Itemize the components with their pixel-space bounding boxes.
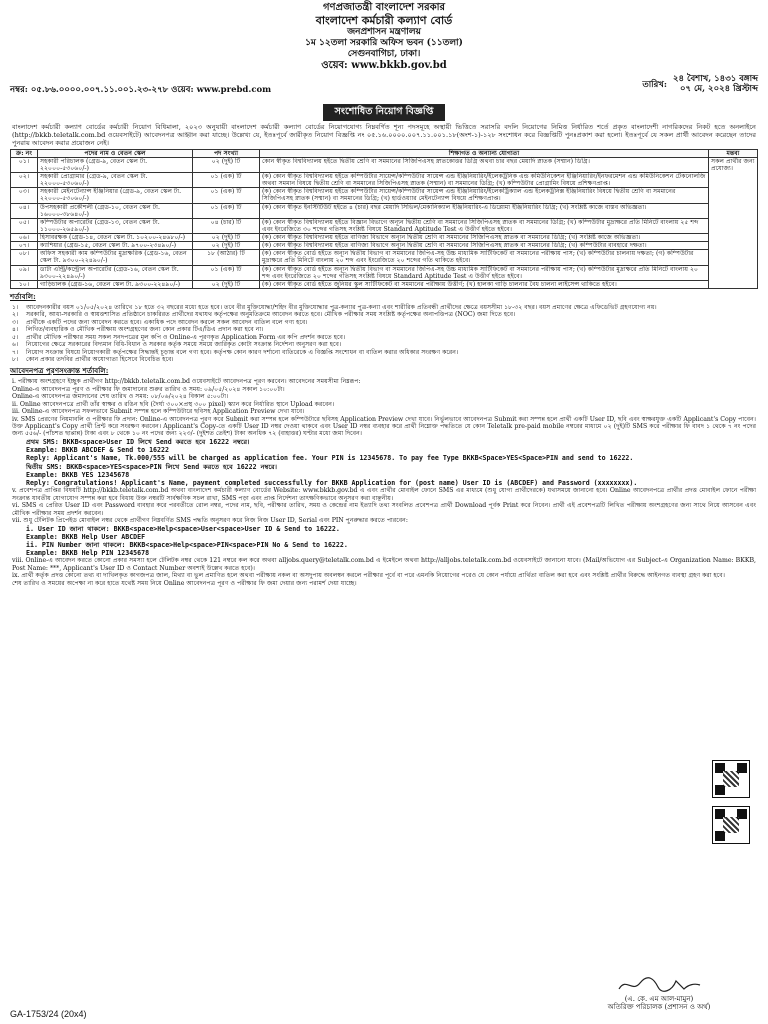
condition-text: নিয়োগ সংক্রান্ত বিষয়ে নিয়োগকারী কর্তৃপক্ষের সিদ্ধান্তই চূড়ান্ত বলে গণ্য হবে। কর্তৃপক্ষ কোন কারণ দর্শানো ব্যতিরেকে এ বিজ্ঞপ্তি সংশোধন বা বাতিল করার অধিকার সংরক্ষণ করেন।: [26, 348, 459, 356]
sms-help-line: Example: BKKB Help PIN 12345678: [26, 549, 150, 558]
condition-item: [12, 341, 756, 348]
qualification-cell: (ক) কোন স্বীকৃত বিশ্ববিদ্যালয় হইতে কম্পিউটার সায়েন্স/কম্পিউটার সায়েন্স এন্ড ইঞ্জিনিয়ারিং/ইলেকট্রিক্যাল এন্ড ইলেকট্রনিক্স ইঞ্জিনিয়ারিং বিষয়ে দ্বিতীয় শ্রেণি বা সমমানের সিজিপিএসহ স্নাতক (সম্মান) বা সমমানের ডিগ্রি; (খ) হার্ডওয়্যার মেইনটেন্যান্স বিষয়ে প্রশিক্ষণপ্রাপ্ত।: [260, 188, 709, 203]
signatory-designation: অতিরিক্ত পরিচালক (প্রশাসন ও অর্থ): [607, 1003, 711, 1012]
condition-number: ৭।: [12, 348, 19, 356]
sms-help-line: i. User ID জানা থাকলে: BKKB<space>Help<space>User<space>User ID & Send to 16222.: [26, 524, 340, 533]
date-bangla: ২৪ বৈশাখ, ১৪৩১ বঙ্গাব্দ: [673, 73, 758, 84]
col-post-count: পদ সংখ্যা: [193, 149, 260, 157]
apply-line: iv. SMS প্রেরণের নিয়মাবলি ও পরীক্ষার ফি প্রদান: Online-এ আবেদনপত্র পূরণ করে Submit করা সম্পন্ন হলে কম্পিউটারে ছবিসহ Application Preview দেখা যাবে। নির্ভুলভাবে আবেদনপত্র Submit করা সম্পন্ন হলে প্রার্থী একটি User ID, ছবি এবং স্বাক্ষরযুক্ত একটি Applicant's Copy পাবেন। উক্ত Applicant's Copy প্রার্থী প্রিন্ট করে সংরক্ষণ করবেন। Applicant's Copy-তে একটি User ID নম্বর দেওয়া থাকবে এবং User ID নম্বর ব্যবহার করে প্রার্থী নিম্নোক্ত পদ্ধতিতে যে কোন Teletalk pre-paid mobile নম্বরের মাধ্যমে ০২ (দুই)টি SMS করে পরীক্ষার ফি বাবদ ১ থেকে ৭ নং পদের জন্য ৫৫৬/- (পাঁচশত ছাপ্পান্ন) টাকা এবং ৮ থেকে ১০ নং পদের জন্য ২২৩/- (দুইশত তেইশ) টাকা অনধিক ৭২ (বাহাত্তর) ঘণ্টার মধ্যে জমা দিবেন।: [12, 415, 756, 438]
condition-text: সরকারি, আধা-সরকারি ও স্বায়ত্তশাসিত প্রতিষ্ঠানে চাকরিরত প্রার্থীদের যথাযথ কর্তৃপক্ষের অনুমতিক্রমে আবেদন করতে হবে। মৌখিক পরীক্ষার সময় সংশ্লিষ্ট কর্তৃপক্ষের অনাপত্তিপত্র (NOC) জমা দিতে হবে।: [26, 311, 516, 319]
post-name-cell: সহকারী পরিচালক (গ্রেড-৯, বেতন স্কেল টা. ২২০০০-৫৩০৬০/-): [38, 157, 193, 172]
col-post-name: পদের নাম ও বেতন স্কেল: [38, 149, 193, 157]
post-count-cell: ০২ (দুই) টি: [193, 234, 260, 242]
table-row: [11, 265, 758, 280]
post-count-cell: ০৪ (চার) টি: [193, 218, 260, 233]
post-name-cell: অফিস সহকারী কাম কম্পিউটার মুদ্রাক্ষরিক (গ্রেড-১৬, বেতন স্কেল টা. ৯৩০০-২২৪৯০/-): [38, 250, 193, 265]
form-number: GA-1753/24 (20x4): [10, 1009, 87, 1019]
office-building: ১ম ১২তলা সরকারি অফিস ভবন (১১তলা): [305, 37, 463, 48]
notice-title-text: সংশোধিত নিয়োগ বিজ্ঞপ্তি: [323, 104, 446, 121]
qualification-cell: (ক) কোন স্বীকৃত বোর্ড হইতে অন্যূন দ্বিতীয় বিভাগ বা সমমানের জিপিএ-সহ উচ্চ মাধ্যমিক সার্টিফিকেট বা সমমানের পরীক্ষায় পাস; (খ) কম্পিউটার মুদ্রাক্ষরে প্রতি মিনিটে বাংলায় ২০ শব্দ এবং ইংরেজিতে ২০ শব্দের গতিসহ সংশ্লিষ্ট বিষয়ে Standard Aptitude Test এ উত্তীর্ণ হইতে হইবে।: [260, 265, 709, 280]
apply-line: iii. Online-এ আবেদনপত্র সফলভাবে Submit সম্পন্ন হলে কম্পিউটারে ছবিসহ Application Preview দেখা যাবে।: [12, 408, 305, 416]
office-location: সেগুনবাগিচা, ঢাকা।: [347, 48, 421, 59]
condition-text: লিখিত/ব্যবহারিক ও মৌখিক পরীক্ষায় অংশগ্রহণের জন্য কোন প্রকার টিএ/ডিএ প্রদান করা হবে না।: [26, 326, 264, 334]
apply-end-instructions: [12, 557, 756, 587]
condition-number: ২।: [12, 311, 19, 319]
post-count-cell: ০২ (দুই) টি: [193, 157, 260, 172]
post-name-cell: ক্যাশিয়ার (গ্রেড-১৫, বেতন স্কেল টা. ৯৭০০-২৩৪৯০/-): [38, 242, 193, 250]
condition-text: প্রার্থীর মৌখিক পরীক্ষার সময় সকল সনদপত্রের মূল কপি ও Online-এ পূরণকৃত Application Form এর কপি প্রদর্শন করতে হবে।: [26, 333, 346, 341]
apply-line: v. প্রবেশপত্র প্রাপ্তির বিষয়টি http://bkkb.teletalk.com.bd অথবা বাংলাদেশ কর্মচারী কল্যাণ বোর্ডের Website: www.bkkb.gov.bd এ এবং প্রার্থীর মোবাইল ফোনে SMS এর মাধ্যমে (শুধু যোগ্য প্রার্থীদেরকে) যথাসময়ে জানানো হবে। Online আবেদনপত্রে প্রার্থীর প্রদত্ত মোবাইল ফোনে পরীক্ষা সংক্রান্ত যাবতীয় যোগাযোগ সম্পন্ন করা হবে বিধায় উক্ত নম্বরটি সার্বক্ষণিক সচল রাখা, SMS পড়া এবং প্রাপ্ত নির্দেশনা তাৎক্ষণিকভাবে অনুসরণ করা বাঞ্ছনীয়।: [12, 487, 756, 502]
qr-code-icon: [712, 806, 750, 844]
qualification-cell: (ক) কোন স্বীকৃত বিশ্ববিদ্যালয় হইতে কম্পিউটার সায়েন্স/কম্পিউটার সায়েন্স এন্ড ইঞ্জিনিয়ারিং/ইলেকট্রনিক এন্ড কমিউনিকেশন ইঞ্জিনিয়ারিং/ইনফরমেশন এন্ড কমিউনিকেশন টেকনোলজি অথবা সমমান বিষয়ে দ্বিতীয় শ্রেণি বা সমমানের সিজিপিএসহ স্নাতক (সম্মান) বা সমমানের ডিগ্রি; (খ) কম্পিউটার প্রোগ্রামিং বিষয়ে প্রশিক্ষণপ্রাপ্ত।: [260, 173, 709, 188]
serial-cell: ১০।: [11, 280, 38, 288]
ministry-name: জনপ্রশাসন মন্ত্রণালয়: [347, 27, 421, 38]
reference-row: [10, 73, 758, 97]
qr-code-icon: [712, 760, 750, 798]
post-count-cell: ০১ (এক) টি: [193, 203, 260, 218]
notice-page: [10, 0, 758, 1019]
condition-item: [12, 349, 756, 356]
col-serial: ক্র: নং: [11, 149, 38, 157]
serial-cell: ০২।: [11, 173, 38, 188]
condition-text: কোন প্রকার তদবির প্রার্থীর অযোগ্যতা হিসেবে বিবেচিত হবে।: [26, 355, 174, 363]
table-row: [11, 234, 758, 242]
condition-number: ৮।: [12, 355, 19, 363]
remark-cell: সকল প্রার্থীর জন্য প্রযোজ্য।: [709, 157, 758, 288]
table-row: [11, 173, 758, 188]
post-name-cell: উপসহকারী প্রকৌশলী (গ্রেড-১০, বেতন স্কেল টা. ১৬০০০-৩৮৬৪০/-): [38, 203, 193, 218]
post-count-cell: ০১ (এক) টি: [193, 265, 260, 280]
condition-text: প্রার্থীকে একটি পদের জন্য আবেদন করতে হবে। একাধিক পদে আবেদন করলে সকল আবেদন বাতিল বলে গণ্য হবে।: [26, 318, 308, 326]
post-name-cell: হিসাবরক্ষক (গ্রেড-১৪, বেতন স্কেল টা. ১০২০০-২৪৬৮০/-): [38, 234, 193, 242]
table-row: [11, 280, 758, 288]
table-header-row: [11, 149, 758, 157]
sms-help-instructions: [26, 525, 758, 558]
signature-block: [584, 975, 734, 1012]
posts-table: [10, 149, 758, 289]
apply-line: Online-এ আবেদনপত্র পূরণ ও পরীক্ষার ফি জমাদানের শুরুর তারিখ ও সময়: ০৯/০৫/২০২৪ সকাল ১০:০০টা।: [12, 385, 285, 393]
condition-text: আবেদনকারীর বয়স ০১/০৫/২০২৪ তারিখে ১৮ হতে ৩২ বছরের মধ্যে হতে হবে। তবে বীর মুক্তিযোদ্ধা/শহিদ বীর মুক্তিযোদ্ধার পুত্র-কন্যার পুত্র-কন্যা এবং শারীরিক প্রতিবন্ধী প্রার্থীদের ক্ষেত্রে বয়সসীমা ১৮-৩২ বছর। বয়স প্রমাণের ক্ষেত্রে এফিডেভিট গ্রহণযোগ্য নয়।: [26, 303, 657, 311]
apply-heading: আবেদনপত্র পূরণসংক্রান্ত শর্তাবলি:: [10, 366, 109, 376]
apply-line: viii. Online-এ আবেদন করতে কোনো প্রকার সমস্যা হলে টেলিটক নম্বর থেকে 121 নম্বরে কল করে অথবা alljobs.query@teletalk.com.bd এ ইমেইলে অথবা http://alljobs.teletalk.com.bd ওয়েবসাইটে জানানো যাবে। (Mail/অভিযোগ এর Subject-এ Organization Name: BKKB, Post Name: ***, Applicant's User ID ও Contact Number অবশ্যই উল্লেখ করতে হবে)।: [12, 557, 756, 572]
post-count-cell: ১৮ (আঠার) টি: [193, 250, 260, 265]
condition-number: ৩।: [12, 318, 19, 326]
serial-cell: ০৯।: [11, 265, 38, 280]
condition-number: ১।: [12, 303, 19, 311]
post-count-cell: ০১ (এক) টি: [193, 173, 260, 188]
post-count-cell: ০১ (এক) টি: [193, 188, 260, 203]
qualification-cell: কোন স্বীকৃত বিশ্ববিদ্যালয় হইতে দ্বিতীয় শ্রেণি বা সমমানের সিজিপিএসহ স্নাতকোত্তর ডিগ্রি অথবা চার বছর মেয়াদি স্নাতক (সম্মান) ডিগ্রি।: [260, 157, 709, 172]
serial-cell: ০৭।: [11, 242, 38, 250]
conditions-heading: শর্তাবলি:: [10, 291, 36, 301]
sms-line: Reply: Congratulations! Applicant's Name, payment completed successfully for BKKB Application for (post name) User ID is (ABCDEF) and Password (xxxxxxxx).: [26, 479, 638, 488]
condition-item: [12, 356, 756, 363]
serial-cell: ০৫।: [11, 218, 38, 233]
sms-line: Example: BKKB YES 12345678: [26, 470, 130, 479]
website-line: ওয়েব: www.bkkb.gov.bd: [321, 59, 447, 71]
sms-line: Reply: Applicant's Name, Tk.000/555 will be charged as application fee. Your PIN is 12345678. To pay fee Type BKKB<Space>YES<Space>PIN and send to 16222.: [26, 454, 634, 463]
date-english: ০৭ মে, ২০২৪ খ্রিস্টাব্দ: [679, 83, 758, 94]
serial-cell: ০৮।: [11, 250, 38, 265]
memo-number: নম্বর: ০৫.৮৬.০০০০.০০৭.১১.০০১.২৩-২৭৮ ওয়েব: www.prebd.com: [10, 84, 272, 95]
sms-help-line: ii. PIN Number জানা থাকলে: BKKB<space>Help<space>PIN<space>PIN No & Send to 16222.: [26, 540, 348, 549]
signature-icon: [614, 975, 704, 995]
post-count-cell: ০২ (দুই) টি: [193, 280, 260, 288]
post-name-cell: কম্পিউটার অপারেটর (গ্রেড-১৩, বেতন স্কেল টা. ১১০০০-২৬৫৯০/-): [38, 218, 193, 233]
qualification-cell: (ক) কোন স্বীকৃত বিশ্ববিদ্যালয় হইতে বিজ্ঞান বিভাগে অন্যূন দ্বিতীয় শ্রেণি বা সমমানের সিজিপিএসহ স্নাতক বা সমমানের ডিগ্রি; (খ) কম্পিউটার মুদ্রাক্ষরে প্রতি মিনিটে বাংলায় ২৫ শব্দ এবং ইংরেজিতে ৩০ শব্দের গতিসহ সংশ্লিষ্ট বিষয়ে Standard Aptitude Test এ উত্তীর্ণ হইতে হইবে।: [260, 218, 709, 233]
post-name-cell: গাড়িচালক (গ্রেড-১৬, বেতন স্কেল টা. ৯৩০০-২২৪৯০/-): [38, 280, 193, 288]
sms-line: প্রথম SMS: BKKB<space>User ID লিখে Send করতে হবে 16222 নম্বরে।: [26, 437, 250, 446]
apply-line: vi. SMS এ প্রেরিত User ID এবং Password ব্যবহার করে পরবর্তীতে রোল নম্বর, পদের নাম, ছবি, পরীক্ষার তারিখ, সময় ও কেন্দ্রের নাম ইত্যাদি তথ্য সংবলিত প্রবেশপত্র প্রার্থী Download পূর্বক Print করে নিবেন। প্রার্থী এই প্রবেশপত্রটি লিখিত পরীক্ষায় অংশগ্রহণের জন্য সাথে নিয়ে আসবেন এবং মৌখিক পরীক্ষার সময় প্রদর্শন করবেন।: [12, 502, 756, 517]
serial-cell: ০৩।: [11, 188, 38, 203]
qualification-cell: (ক) কোন স্বীকৃত ইনস্টিটিউট হইতে ৪ (চার) বছর মেয়াদি সিভিল/মেকানিক্যাল ইঞ্জিনিয়ারিং-এ ডিপ্লোমা ইঞ্জিনিয়ারিং ডিগ্রি; (খ) সংশ্লিষ্ট কাজে বাস্তব অভিজ্ঞতা।: [260, 203, 709, 218]
intro-paragraph: বাংলাদেশ কর্মচারী কল্যাণ বোর্ডের কর্মচারী নিয়োগ বিধিমালা, ২০২৩ অনুযায়ী বাংলাদেশ কর্মচারী কল্যাণ বোর্ডের নিয়োগযোগ্য নিম্নবর্ণিত শূন্য পদসমূহে অস্থায়ী ভিত্তিতে সরাসরি বদলি নিয়োগের নিমিত্ত নির্ধারিত শর্তে প্রকৃত বাংলাদেশী নাগরিকদের নিকট হতে অনলাইনে (http://bkkb.teletalk.com.bd ওয়েবসাইটে) আবেদনপত্র আহ্বান করা যাচ্ছে। উল্লেখ্য যে, ইতঃপূর্বে জারীকৃত নিয়োগ বিজ্ঞপ্তি নং ০৫.১৬.০০০০.০০৭.১১.০০১.১৮(অংশ-১)-১২৮ সংশোধন করে বিজ্ঞপ্তিটি পুনঃপ্রকাশ করা হলো। ইতঃপূর্বে যে সকল প্রার্থী আবেদন করেছেন তাদের পুনরায় আবেদন করার প্রয়োজন নেই।: [12, 122, 756, 147]
post-name-cell: সহকারী মেইনটেন্যান্স ইঞ্জিনিয়ার (গ্রেড-৯, বেতন স্কেল টা. ২২০০০-৫৩০৬০/-): [38, 188, 193, 203]
condition-number: ৬।: [12, 341, 19, 349]
footer: [10, 975, 758, 1020]
sms-line: Example: BKKB ABCDEF & Send to 16222: [26, 446, 169, 455]
condition-number: ৫।: [12, 333, 19, 341]
apply-line: শেষ তারিখ ও সময়ের অপেক্ষা না করে হাতে যথেষ্ট সময় নিয়ে Online আবেদনপত্র পূরণ ও পরীক্ষার ফি জমা দেয়ার জন্য পরামর্শ দেয়া যাচ্ছে।: [12, 579, 357, 587]
qualification-cell: (ক) কোন স্বীকৃত বিশ্ববিদ্যালয় হইতে বাণিজ্য বিভাগে অন্যূন দ্বিতীয় শ্রেণি বা সমমানের সিজিপিএসহ স্নাতক বা সমমানের ডিগ্রি; (খ) সংশ্লিষ্ট কাজে অভিজ্ঞতা।: [260, 234, 709, 242]
conditions-list: [12, 304, 756, 364]
table-row: [11, 242, 758, 250]
serial-cell: ০৪।: [11, 203, 38, 218]
apply-line: Online-এ আবেদনপত্র জমাদানের শেষ তারিখ ও সময়: ০৮/০৬/২০২৪ বিকাল ৫:০০টা।: [12, 393, 229, 401]
post-name-cell: ডাটা এন্ট্রি/কন্ট্রোল অপারেটর (গ্রেড-১৬, বেতন স্কেল টা. ৯৩০০-২২৪৯০/-): [38, 265, 193, 280]
sms-instructions: [26, 438, 758, 487]
post-count-cell: ০২ (দুই) টি: [193, 242, 260, 250]
condition-item: [12, 311, 756, 318]
table-row: [11, 157, 758, 172]
serial-cell: ০৬।: [11, 234, 38, 242]
apply-line: vii. শুধু টেলিটক প্রিপেইড মোবাইল নম্বর থেকে প্রার্থীগণ নিম্নবর্ণিত SMS পদ্ধতি অনুসরণ করে নিজ নিজ User ID, Serial এবং PIN পুনরুদ্ধার করতে পারবেন:: [12, 517, 408, 525]
table-body: [11, 157, 758, 288]
condition-item: [12, 334, 756, 341]
sms-help-line: Example: BKKB Help User ABCDEF: [26, 532, 146, 541]
condition-number: ৪।: [12, 326, 19, 334]
notice-title: [10, 99, 758, 121]
table-row: [11, 218, 758, 233]
table-row: [11, 203, 758, 218]
apply-more-instructions: [12, 487, 756, 524]
board-name: বাংলাদেশ কর্মচারী কল্যাণ বোর্ড: [315, 14, 453, 27]
apply-line: i. পরীক্ষায় অংশগ্রহণে ইচ্ছুক প্রার্থীগণ http://bkkb.teletalk.com.bd ওয়েবসাইটে আবেদনপত্র পূরণ করবেন। আবেদনের সময়সীমা নিম্নরূপ:: [12, 378, 361, 386]
serial-cell: ০১।: [11, 157, 38, 172]
date-label: তারিখ:: [642, 79, 667, 90]
qualification-cell: (ক) কোন স্বীকৃত বোর্ড হইতে জুনিয়র স্কুল সার্টিফিকেট বা সমমানের পরীক্ষায় উত্তীর্ণ; (খ) হালকা গাড়ি চালনার বৈধ চালনা লাইসেন্স থাকিতে হইবে।: [260, 280, 709, 288]
condition-item: [12, 326, 756, 333]
post-name-cell: সহকারী প্রোগ্রামার (গ্রেড-৯, বেতন স্কেল টা. ২২০০০-৫৩০৬০/-): [38, 173, 193, 188]
signatory-name: (এ. কে. এম আল-মামুন): [624, 995, 694, 1003]
apply-line: ix. প্রার্থী কর্তৃক প্রদত্ত কোনো তথ্য বা দাখিলকৃত কাগজপত্র জাল, মিথ্যা বা ভুল প্রমাণিত হলে অথবা পরীক্ষায় নকল বা অসদুপায় অবলম্বন করলে পরীক্ষার পূর্বে বা পরে এমনকি নিয়োগের পরেও যে কোন পর্যায়ে প্রার্থিতা বাতিল করা হবে এবং সংশ্লিষ্ট প্রার্থীর বিরুদ্ধে আইনগত ব্যবস্থা গ্রহণ করা হবে।: [12, 572, 725, 580]
letterhead: [10, 2, 758, 72]
table-row: [11, 250, 758, 265]
col-qualification: শিক্ষাগত ও অন্যান্য যোগ্যতা: [260, 149, 709, 157]
qualification-cell: (ক) কোন স্বীকৃত বিশ্ববিদ্যালয় হইতে বাণিজ্য বিভাগে অন্যূন দ্বিতীয় শ্রেণি বা সমমানের সিজিপিএসহ স্নাতক বা সমমানের ডিগ্রি; (খ) কম্পিউটার ব্যবহারে দক্ষতা।: [260, 242, 709, 250]
apply-line: ii. Online আবেদনপত্রে প্রার্থী তাঁর স্বাক্ষর ও রঙিন ছবি (দৈর্ঘ্য ৩০০×প্রস্থ ৩০০ pixel) স্ক্যান করে নির্ধারিত স্থানে Upload করবেন।: [12, 400, 335, 408]
table-row: [11, 188, 758, 203]
apply-instructions: [12, 378, 756, 438]
sms-line: দ্বিতীয় SMS: BKKB<space>YES<space>PIN লিখে Send করতে হবে 16222 নম্বরে।: [26, 462, 278, 471]
qualification-cell: (ক) কোন স্বীকৃত বোর্ড হইতে অন্যূন দ্বিতীয় বিভাগ বা সমমানের জিপিএ-সহ উচ্চ মাধ্যমিক সার্টিফিকেট বা সমমানের পরীক্ষায় পাস; (খ) কম্পিউটার চালনায় দক্ষতা; (গ) কম্পিউটার মুদ্রাক্ষরে প্রতি মিনিটে বাংলায় ২০ শব্দ এবং ইংরেজিতে ২০ শব্দের গতি থাকিতে হইবে।: [260, 250, 709, 265]
col-remark: মন্তব্য: [709, 149, 758, 157]
govt-name: গণপ্রজাতন্ত্রী বাংলাদেশ সরকার: [323, 2, 445, 13]
condition-text: নিয়োগের ক্ষেত্রে সরকারের বিদ্যমান বিধি-বিধান ও সরকার কর্তৃক সময়ে সময়ে জারিকৃত কোটা সংক্রান্ত নির্দেশনা অনুসরণ করা হবে।: [26, 341, 342, 349]
